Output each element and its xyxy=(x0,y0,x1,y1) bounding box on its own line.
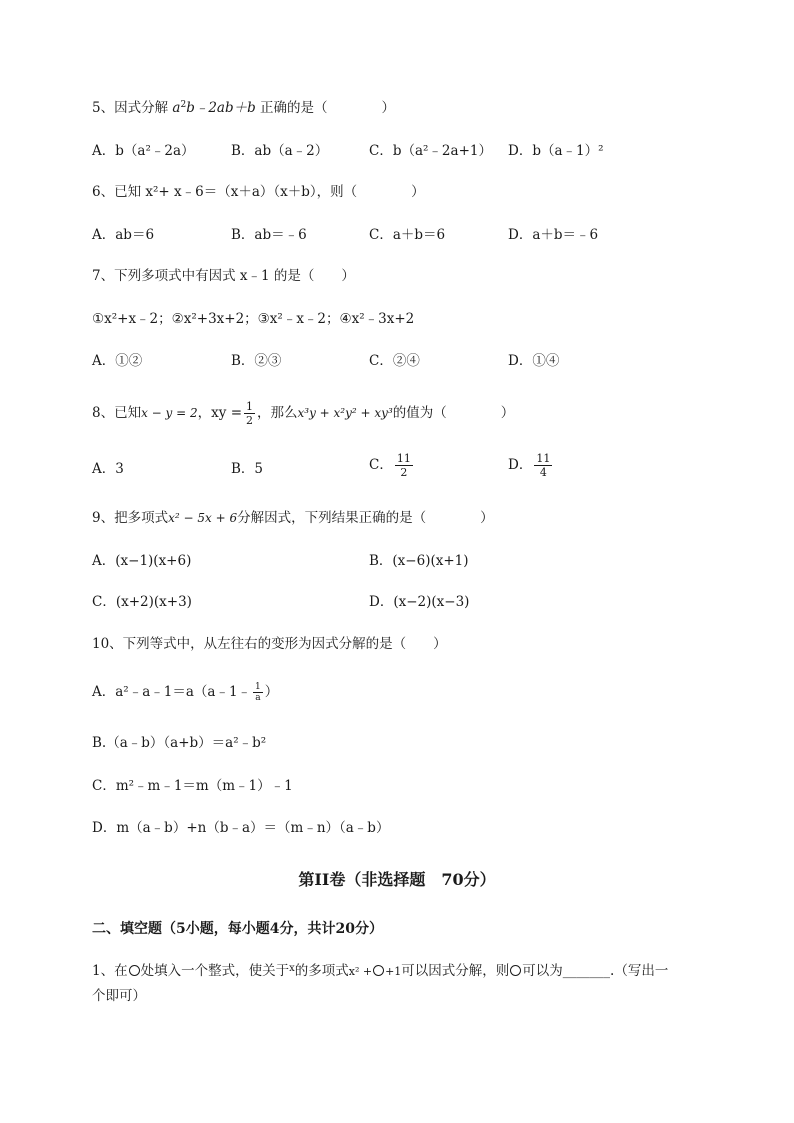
q6-option-c[interactable]: C．a＋b＝6 xyxy=(369,227,446,243)
q8-option-c-fraction xyxy=(395,452,413,479)
q10-option-a-text: A．a²﹣a﹣1＝a（a﹣1﹣ xyxy=(92,684,252,700)
q10-a-numerator: 1 xyxy=(255,682,261,692)
q7-option-d[interactable]: D．①④ xyxy=(508,353,560,369)
q8-frac-denominator: 2 xyxy=(246,414,253,427)
q8-c-denominator: 2 xyxy=(400,466,408,479)
q8-stem-suffix: 的值为（ ） xyxy=(392,405,515,421)
q9-stem-prefix: 9、把多项式 xyxy=(92,510,169,526)
blank-circle-icon-2 xyxy=(373,965,384,976)
question-7-stem: 7、下列多项式中有因式 x﹣1 的是（ ） xyxy=(92,268,355,284)
q6-option-a[interactable]: A．ab＝6 xyxy=(92,227,155,243)
q8-frac-numerator: 1 xyxy=(246,400,253,413)
q5-stem-prefix: 5、因式分解 xyxy=(92,100,173,116)
q5-option-b[interactable]: B．ab（a﹣2） xyxy=(231,143,329,159)
fill-question-1-line-1 xyxy=(92,959,668,982)
q5-option-a[interactable]: A．b（a²﹣2a） xyxy=(92,143,195,159)
q7-items: ①x²+x﹣2；②x²+3x+2；③x²﹣x﹣2；④x²﹣3x+2 xyxy=(92,311,415,327)
q8-mid-text: ，那么 xyxy=(257,405,298,421)
q6-option-d[interactable]: D．a＋b＝﹣6 xyxy=(508,227,599,243)
question-5-stem xyxy=(92,98,395,118)
fill-question-1-line-2: 个即可） xyxy=(92,988,146,1004)
q5-expr-exp: 2 xyxy=(180,100,187,110)
question-6-stem: 6、已知 x²+ x﹣6＝（x＋a）（x＋b），则（ ） xyxy=(92,184,425,200)
q10-option-c[interactable]: C．m²﹣m﹣1＝m（m﹣1）﹣1 xyxy=(92,778,293,794)
q8-option-a[interactable]: A．3 xyxy=(92,461,124,477)
q8-option-d-fraction xyxy=(534,452,552,479)
fill1-x: x xyxy=(289,963,295,974)
q10-a-denominator: a xyxy=(255,693,261,703)
q5-stem-suffix: 正确的是（ ） xyxy=(255,100,396,116)
q8-option-d[interactable] xyxy=(508,452,554,479)
q10-option-a-fraction xyxy=(253,682,263,703)
fill1-mid-2: 的多项式 xyxy=(294,963,349,979)
q9-stem-suffix: 分解因式，下列结果正确的是（ ） xyxy=(237,510,494,526)
fill1-expr: x² + xyxy=(348,965,373,978)
q5-expr-a: a xyxy=(172,100,181,116)
q5-option-c[interactable]: C．b（a²﹣2a+1） xyxy=(369,143,492,159)
q8-d-denominator: 4 xyxy=(539,466,547,479)
q8-expression: x³y + x²y² + xy³ xyxy=(297,406,393,420)
q8-option-c[interactable] xyxy=(369,452,415,479)
q10-option-d[interactable]: D．m（a﹣b）+n（b﹣a）＝（m﹣n）（a﹣b） xyxy=(92,820,390,836)
q7-option-b[interactable]: B．②③ xyxy=(231,353,282,369)
q5-option-d[interactable]: D．b（a﹣1）² xyxy=(508,143,604,159)
question-8-stem xyxy=(92,400,514,427)
q10-option-a[interactable] xyxy=(92,682,278,703)
q9-expression: x² − 5x + 6 xyxy=(168,511,238,525)
fill1-mid-3: 可以因式分解，则 xyxy=(401,963,510,979)
q7-option-c[interactable]: C．②④ xyxy=(369,353,420,369)
q8-condition-2: ，xy = xyxy=(197,405,242,421)
q8-fraction xyxy=(244,400,255,427)
q8-condition-1: x − y = 2 xyxy=(141,406,198,420)
q8-d-numerator: 11 xyxy=(536,452,551,465)
blank-circle-icon-3 xyxy=(510,965,521,976)
question-9-stem xyxy=(92,508,494,528)
q8-stem-prefix: 8、已知 xyxy=(92,405,142,421)
q10-option-b[interactable]: B.（a﹣b）（a+b）＝a²﹣b² xyxy=(92,735,267,751)
q8-option-b[interactable]: B．5 xyxy=(231,461,264,477)
q6-option-b[interactable]: B．ab＝﹣6 xyxy=(231,227,307,243)
q9-option-b[interactable]: B．(x−6)(x+1) xyxy=(369,553,469,569)
q8-option-c-label: C． xyxy=(369,457,393,473)
blank-circle-icon xyxy=(129,965,140,976)
fill1-mid: 处填入一个整式，使关于 xyxy=(140,963,290,979)
q9-option-a[interactable]: A．(x−1)(x+6) xyxy=(92,553,192,569)
q10-option-a-close: ） xyxy=(264,684,279,700)
fill1-suffix: 可以为_______.（写出一 xyxy=(522,963,669,979)
q9-option-c[interactable]: C．(x+2)(x+3) xyxy=(92,594,192,610)
section-2-title: 第II卷（非选择题 70分） xyxy=(298,870,496,889)
fill1-expr-2: +1 xyxy=(385,965,402,978)
question-10-stem: 10、下列等式中，从左往右的变形为因式分解的是（ ） xyxy=(92,636,447,652)
fill1-prefix: 1、在 xyxy=(92,963,128,979)
section-2-subtitle: 二、填空题（5小题，每小题4分，共计20分） xyxy=(92,921,383,937)
q8-option-d-label: D． xyxy=(508,457,533,473)
q7-option-a[interactable]: A．①② xyxy=(92,353,143,369)
q5-expr-rest: b﹣2ab＋b xyxy=(186,100,256,116)
q8-c-numerator: 11 xyxy=(396,452,411,465)
q9-option-d[interactable]: D．(x−2)(x−3) xyxy=(369,594,470,610)
